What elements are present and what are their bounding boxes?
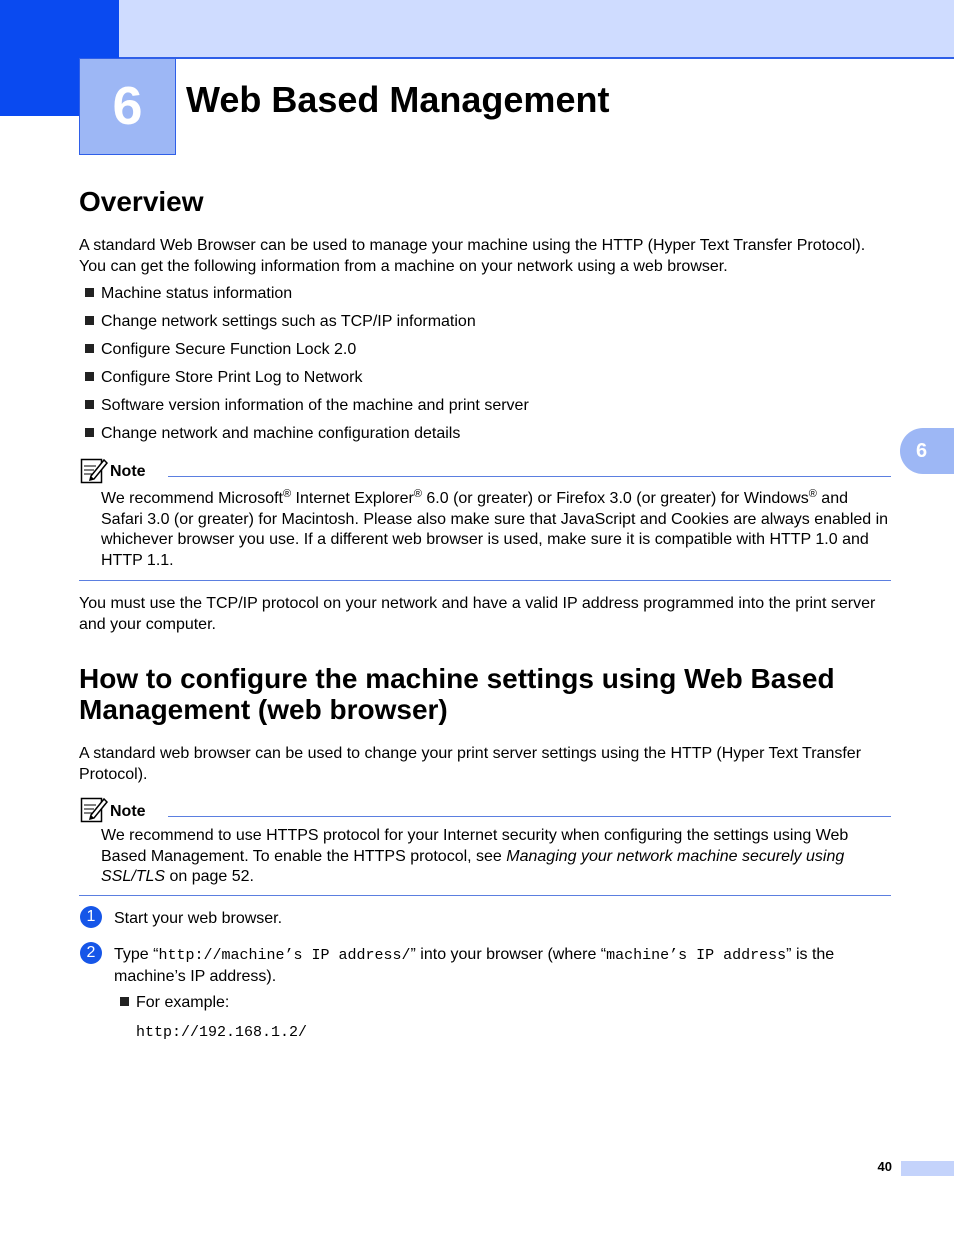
header-rule xyxy=(119,57,954,59)
code-url: http://machine’s IP address/ xyxy=(158,947,411,964)
overview-heading: Overview xyxy=(79,186,204,217)
howto-intro: A standard web browser can be used to change your print server settings using the HTTP (Hyper Text Transfer Protocol). xyxy=(79,745,862,783)
note-rule xyxy=(168,816,891,817)
note-end-rule xyxy=(79,895,891,896)
overview-intro: A standard Web Browser can be used to manage your machine using the HTTP (Hyper Text Transfer Protocol). You can get the following information from a machine on your network using a web browser. xyxy=(79,237,866,275)
footer-bar xyxy=(901,1161,954,1176)
note-text: We recommend Microsoft® Internet Explorer® 6.0 (or greater) or Firefox 3.0 (or greater) for Windows® and Safari 3.0 (or greater) for Macintosh. Please also make sure that JavaScript and Cookies are always enabled in whichever browser you use. If a different web browser is used, make sure it is compatible with HTTP 1.0 and HTTP 1.1. xyxy=(101,488,889,569)
bullet-square-icon xyxy=(85,428,94,437)
cross-reference-link[interactable]: Managing your network machine securely using SSL/TLS xyxy=(101,847,845,885)
note-end-rule xyxy=(79,580,891,581)
chapter-number-box: 6 xyxy=(79,58,176,155)
page-number: 40 xyxy=(877,1159,892,1174)
note-label: Note xyxy=(110,463,146,480)
note-label: Note xyxy=(110,803,146,820)
list-item: Configure Secure Function Lock 2.0 xyxy=(85,340,356,360)
step-number-2: 2 xyxy=(80,942,102,964)
bullet-square-icon xyxy=(85,288,94,297)
list-item: Software version information of the machine and print server xyxy=(85,396,529,416)
list-item: Change network settings such as TCP/IP information xyxy=(85,312,476,332)
header-band xyxy=(0,0,954,58)
example-url: http://192.168.1.2/ xyxy=(136,1024,308,1041)
code-ip: machine’s IP address xyxy=(606,947,787,964)
bullet-square-icon xyxy=(85,344,94,353)
chapter-title: Web Based Management xyxy=(186,79,610,120)
bullet-square-icon xyxy=(85,400,94,409)
step-1-text: Start your web browser. xyxy=(114,910,283,927)
howto-heading: How to configure the machine settings using Web Based Management (web browser) xyxy=(79,663,835,725)
chapter-side-tab[interactable]: 6 xyxy=(900,428,954,474)
requirements-paragraph: You must use the TCP/IP protocol on your network and have a valid IP address programmed into the print server and your computer. xyxy=(79,595,876,633)
list-item: Machine status information xyxy=(85,284,292,304)
list-item: Change network and machine configuration details xyxy=(85,424,460,444)
step-number-1: 1 xyxy=(80,906,102,928)
bullet-square-icon xyxy=(120,997,129,1006)
note-rule xyxy=(168,476,891,477)
note-text: We recommend to use HTTPS protocol for your Internet security when configuring the settings using Web Based Management. To enable the HTTPS protocol, see Managing your network machine securely using SSL/TLS on page 52. xyxy=(101,827,849,885)
list-item: Configure Store Print Log to Network xyxy=(85,368,362,388)
step-2-text: Type “http://machine’s IP address/” into your browser (where “machine’s IP address” is the machine’s IP address). xyxy=(114,946,835,985)
bullet-square-icon xyxy=(85,316,94,325)
note-pencil-icon xyxy=(80,795,108,823)
note-pencil-icon xyxy=(80,456,108,484)
list-item: For example: xyxy=(120,993,229,1013)
bullet-square-icon xyxy=(85,372,94,381)
